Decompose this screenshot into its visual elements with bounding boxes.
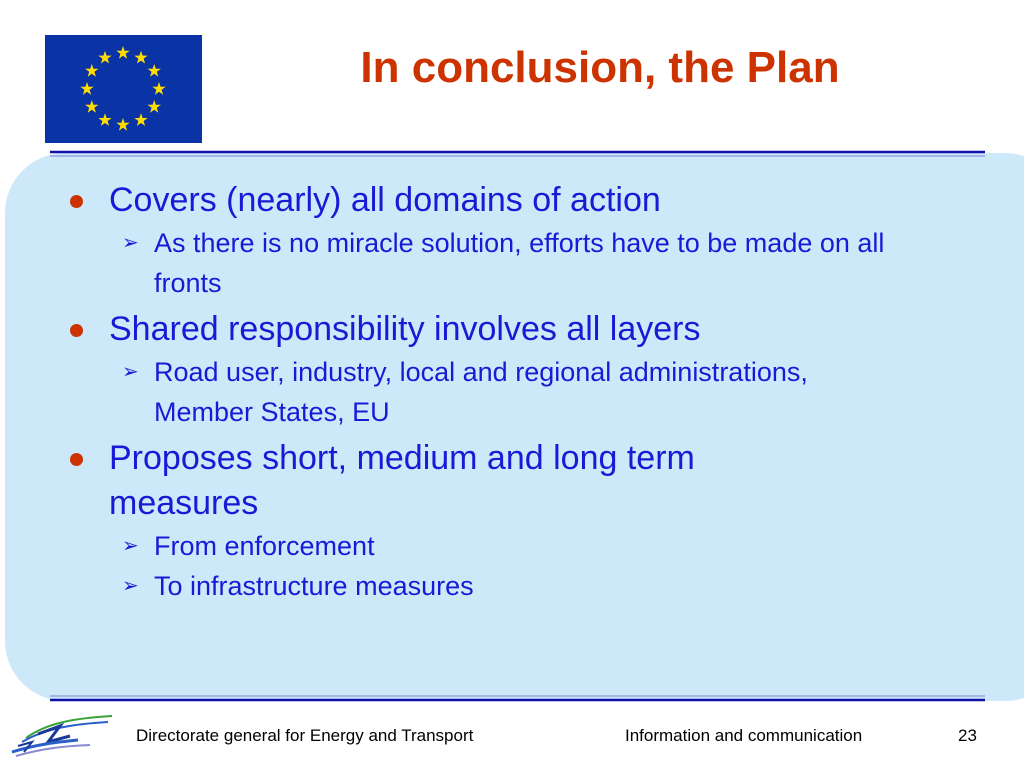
sub-bullet-text: As there is no miracle solution, efforts have to be made on all fronts — [154, 228, 885, 298]
sub-bullet-item — [0, 526, 914, 566]
bullet-dot-icon — [70, 324, 83, 337]
bullet-list — [0, 178, 1000, 606]
sub-bullet-text: From enforcement — [154, 531, 375, 561]
bullet-dot-icon — [70, 453, 83, 466]
sub-bullet-item — [0, 352, 914, 432]
bullet-text: Shared responsibility involves all layers — [109, 310, 701, 348]
arrow-bullet-icon: ➢ — [122, 535, 139, 557]
footer-section: Information and communication — [625, 726, 863, 745]
arrow-bullet-icon: ➢ — [122, 575, 139, 597]
bullet-dot-icon — [70, 195, 83, 208]
bullet-item — [0, 436, 829, 526]
sub-bullet-text: To infrastructure measures — [154, 571, 474, 601]
sub-bullet-text: Road user, industry, local and regional administrations, Member States, EU — [154, 357, 808, 427]
bullet-item — [0, 307, 1000, 352]
page-number: 23 — [958, 726, 977, 745]
bullet-text: Proposes short, medium and long term measures — [109, 439, 695, 522]
sub-bullet-item — [0, 223, 914, 303]
bullet-text: Covers (nearly) all domains of action — [109, 181, 661, 219]
slide-title: In conclusion, the Plan — [360, 43, 840, 92]
arrow-bullet-icon: ➢ — [122, 361, 139, 383]
dg-tren-logo-icon — [8, 712, 118, 760]
eu-stars-icon — [45, 35, 202, 143]
eu-flag-logo — [45, 35, 202, 143]
footer-directorate: Directorate general for Energy and Transport — [136, 726, 474, 745]
sub-bullet-item — [0, 566, 914, 606]
arrow-bullet-icon: ➢ — [122, 232, 139, 254]
bullet-item — [0, 178, 1000, 223]
